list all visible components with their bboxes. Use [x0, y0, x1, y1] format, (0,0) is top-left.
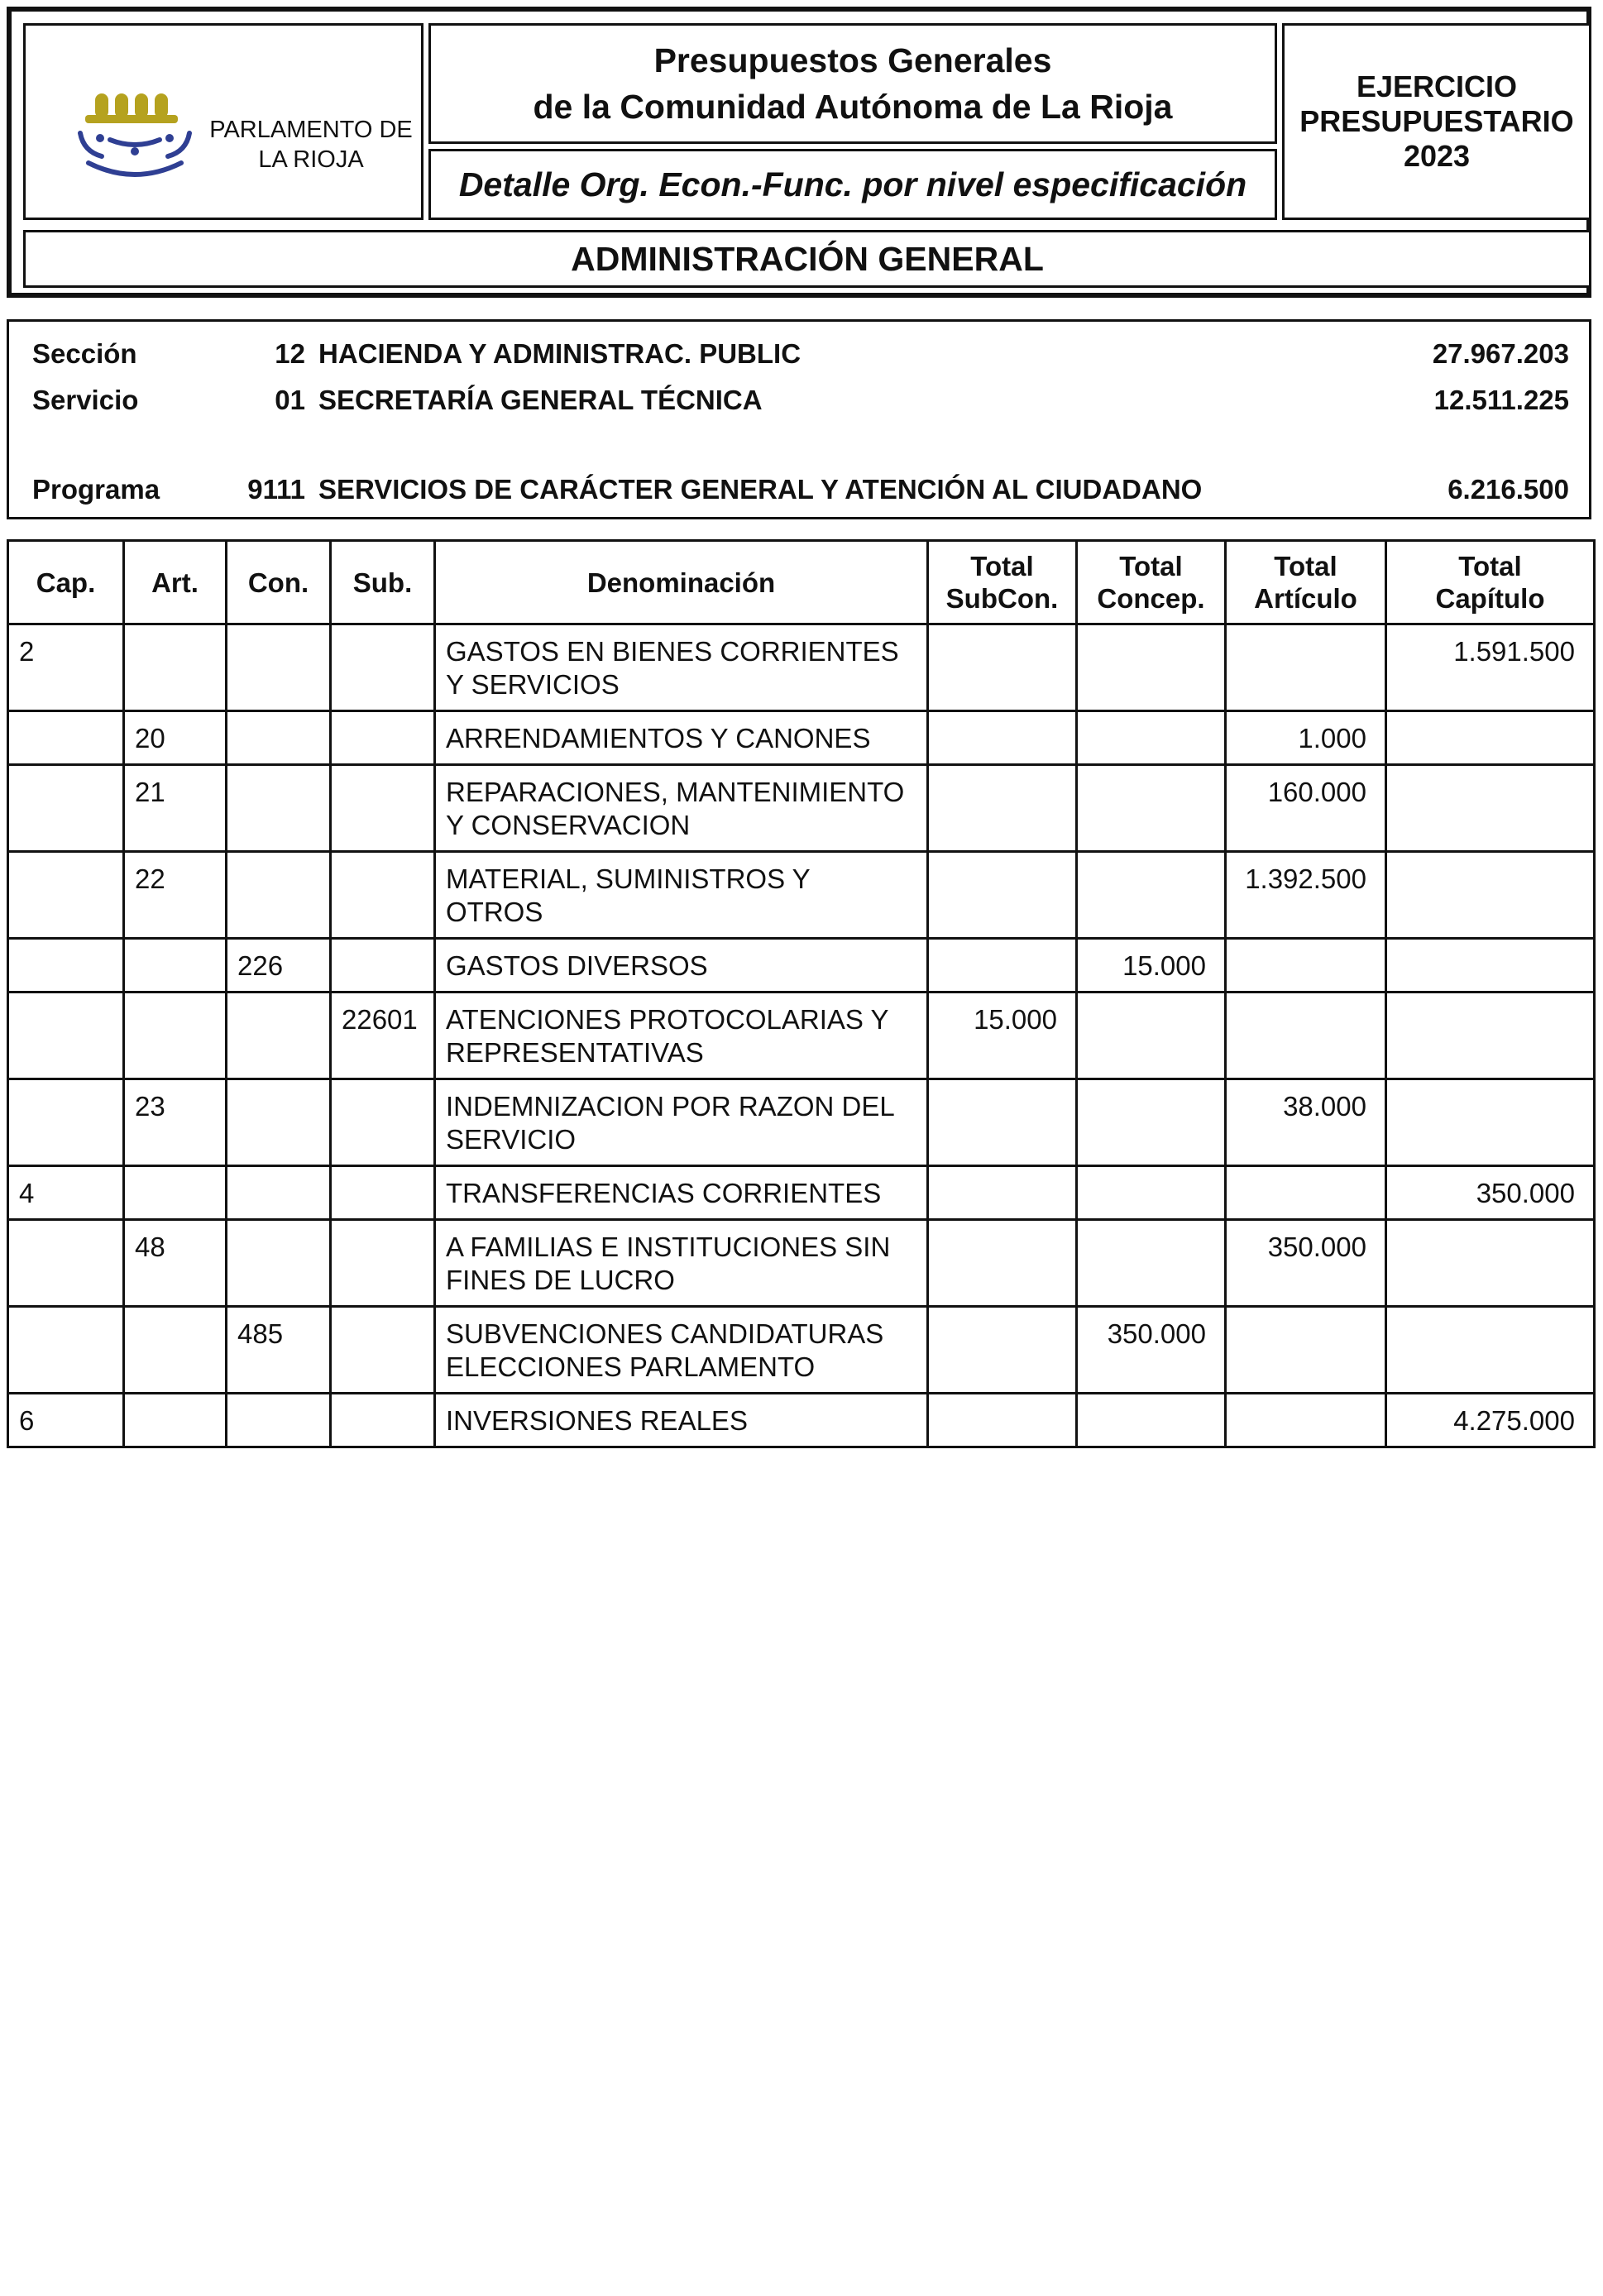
- cell-total-subcon: [928, 1394, 1077, 1447]
- cell-total-capitulo: [1386, 993, 1595, 1079]
- cell-denominacion: [435, 1079, 928, 1166]
- cell-total-concep: [1077, 1079, 1226, 1166]
- cell-cap: 2: [8, 624, 124, 711]
- denominacion-line1: INVERSIONES REALES: [446, 1405, 748, 1436]
- col-header-total-articulo: [1226, 541, 1386, 624]
- col-header-total-subcon: [928, 541, 1077, 624]
- cell-sub: [331, 1394, 435, 1447]
- cell-denominacion: [435, 939, 928, 993]
- cell-total-concep: [1077, 711, 1226, 765]
- parliament-logo-icon: [77, 90, 193, 183]
- cell-denominacion: [435, 711, 928, 765]
- cell-art: [124, 1307, 227, 1394]
- table-row: [8, 939, 1595, 993]
- seccion-code: 12: [275, 338, 305, 369]
- cell-sub: [331, 1079, 435, 1166]
- cell-total-concep: [1077, 993, 1226, 1079]
- cell-denominacion: [435, 852, 928, 939]
- cell-total-articulo: 350.000: [1226, 1220, 1386, 1307]
- document-header: [7, 7, 1591, 298]
- denominacion-line1: INDEMNIZACION POR RAZON DEL: [446, 1091, 895, 1122]
- denominacion-line2: OTROS: [446, 897, 543, 927]
- cell-con: [227, 1079, 331, 1166]
- seccion-label: Sección: [32, 338, 137, 369]
- ejercicio-line1: EJERCICIO: [1356, 69, 1518, 103]
- cell-con: [227, 993, 331, 1079]
- table-row: [8, 1079, 1595, 1166]
- cell-art: 22: [124, 852, 227, 939]
- cell-sub: [331, 1166, 435, 1220]
- cell-total-capitulo: 350.000: [1386, 1166, 1595, 1220]
- col-header-total-capitulo-line1: Total: [1458, 551, 1522, 581]
- cell-con: [227, 711, 331, 765]
- denominacion-line1: MATERIAL, SUMINISTROS Y: [446, 863, 811, 894]
- cell-con: [227, 1166, 331, 1220]
- cell-art: 20: [124, 711, 227, 765]
- programa-name: SERVICIOS DE CARÁCTER GENERAL Y ATENCIÓN AL CIUDADANO: [318, 474, 1203, 505]
- col-header-con: Con.: [227, 541, 331, 624]
- cell-total-concep: [1077, 852, 1226, 939]
- cell-total-capitulo: [1386, 1220, 1595, 1307]
- col-header-sub: Sub.: [331, 541, 435, 624]
- table-row: [8, 993, 1595, 1079]
- col-header-total-articulo-line1: Total: [1274, 551, 1337, 581]
- programa-label: Programa: [32, 474, 160, 505]
- col-header-total-concep: [1077, 541, 1226, 624]
- cell-total-articulo: [1226, 1394, 1386, 1447]
- programa-amount: 6.216.500: [1447, 474, 1569, 505]
- denominacion-line2: ELECCIONES PARLAMENTO: [446, 1351, 816, 1382]
- cell-total-capitulo: [1386, 1079, 1595, 1166]
- cell-sub: [331, 624, 435, 711]
- table-row: [8, 1166, 1595, 1220]
- col-header-cap: Cap.: [8, 541, 124, 624]
- cell-sub: 22601: [331, 993, 435, 1079]
- cell-cap: [8, 939, 124, 993]
- section-info: [7, 319, 1591, 519]
- cell-cap: [8, 852, 124, 939]
- cell-total-subcon: [928, 1166, 1077, 1220]
- budget-table: [7, 539, 1596, 1448]
- cell-art: [124, 993, 227, 1079]
- table-row: [8, 1220, 1595, 1307]
- servicio-code: 01: [275, 385, 305, 415]
- cell-sub: [331, 939, 435, 993]
- seccion-name: HACIENDA Y ADMINISTRAC. PUBLIC: [318, 338, 802, 369]
- document-title: [428, 23, 1277, 144]
- cell-denominacion: [435, 624, 928, 711]
- cell-denominacion: [435, 1220, 928, 1307]
- ejercicio-year: 2023: [1403, 139, 1471, 173]
- table-row: [8, 1394, 1595, 1447]
- cell-art: 48: [124, 1220, 227, 1307]
- denominacion-line2: Y SERVICIOS: [446, 669, 620, 700]
- table-row: [8, 711, 1595, 765]
- col-header-total-articulo-line2: Artículo: [1254, 583, 1357, 614]
- cell-sub: [331, 711, 435, 765]
- denominacion-line2: REPRESENTATIVAS: [446, 1037, 704, 1068]
- denominacion-line1: ATENCIONES PROTOCOLARIAS Y: [446, 1004, 889, 1035]
- servicio-label: Servicio: [32, 385, 139, 415]
- cell-cap: [8, 765, 124, 852]
- cell-total-concep: [1077, 1220, 1226, 1307]
- cell-sub: [331, 1220, 435, 1307]
- cell-total-subcon: [928, 939, 1077, 993]
- cell-total-articulo: [1226, 1166, 1386, 1220]
- cell-total-capitulo: [1386, 765, 1595, 852]
- col-header-total-subcon-line2: SubCon.: [945, 583, 1059, 614]
- denominacion-line1: A FAMILIAS E INSTITUCIONES SIN: [446, 1232, 891, 1262]
- col-header-total-concep-line2: Concep.: [1097, 583, 1205, 614]
- cell-art: [124, 939, 227, 993]
- cell-total-concep: 15.000: [1077, 939, 1226, 993]
- cell-sub: [331, 1307, 435, 1394]
- parliament-name-line1: PARLAMENTO DE: [209, 117, 413, 143]
- parliament-name: [199, 115, 423, 175]
- title-line2: de la Comunidad Autónoma de La Rioja: [533, 88, 1173, 126]
- table-row: [8, 765, 1595, 852]
- servicio-row: [9, 385, 1589, 418]
- cell-total-capitulo: [1386, 711, 1595, 765]
- col-header-total-capitulo: [1386, 541, 1595, 624]
- cell-denominacion: [435, 1166, 928, 1220]
- cell-total-articulo: [1226, 939, 1386, 993]
- cell-art: [124, 624, 227, 711]
- cell-art: 23: [124, 1079, 227, 1166]
- seccion-row: [9, 338, 1589, 371]
- denominacion-line1: GASTOS DIVERSOS: [446, 950, 708, 981]
- col-header-art: Art.: [124, 541, 227, 624]
- table-row: [8, 852, 1595, 939]
- cell-total-subcon: [928, 1220, 1077, 1307]
- cell-total-concep: [1077, 1394, 1226, 1447]
- cell-cap: 4: [8, 1166, 124, 1220]
- cell-total-articulo: 160.000: [1226, 765, 1386, 852]
- denominacion-line1: SUBVENCIONES CANDIDATURAS: [446, 1318, 884, 1349]
- denominacion-line1: GASTOS EN BIENES CORRIENTES: [446, 636, 899, 667]
- cell-denominacion: [435, 1394, 928, 1447]
- denominacion-line2: SERVICIO: [446, 1124, 577, 1155]
- cell-total-articulo: 1.392.500: [1226, 852, 1386, 939]
- table-row: [8, 624, 1595, 711]
- cell-con: [227, 765, 331, 852]
- title-line1: Presupuestos Generales: [653, 41, 1052, 79]
- cell-con: 485: [227, 1307, 331, 1394]
- cell-total-articulo: [1226, 1307, 1386, 1394]
- cell-cap: [8, 1220, 124, 1307]
- denominacion-line2: Y CONSERVACION: [446, 810, 691, 840]
- cell-total-articulo: [1226, 624, 1386, 711]
- logo-panel: [23, 23, 423, 220]
- administration-title: ADMINISTRACIÓN GENERAL: [23, 230, 1591, 288]
- cell-denominacion: [435, 993, 928, 1079]
- cell-total-capitulo: [1386, 852, 1595, 939]
- cell-cap: [8, 993, 124, 1079]
- cell-total-subcon: [928, 852, 1077, 939]
- parliament-name-line2: LA RIOJA: [258, 146, 364, 173]
- document-subtitle: Detalle Org. Econ.-Func. por nivel especificación: [428, 149, 1277, 220]
- cell-denominacion: [435, 1307, 928, 1394]
- col-header-denominacion: Denominación: [435, 541, 928, 624]
- cell-cap: [8, 711, 124, 765]
- cell-total-capitulo: [1386, 1307, 1595, 1394]
- cell-cap: [8, 1079, 124, 1166]
- cell-total-capitulo: [1386, 939, 1595, 993]
- cell-total-subcon: [928, 711, 1077, 765]
- cell-art: [124, 1394, 227, 1447]
- cell-sub: [331, 765, 435, 852]
- programa-code: 9111: [247, 474, 305, 505]
- cell-art: 21: [124, 765, 227, 852]
- cell-total-concep: 350.000: [1077, 1307, 1226, 1394]
- seccion-amount: 27.967.203: [1432, 338, 1569, 369]
- col-header-total-concep-line1: Total: [1119, 551, 1183, 581]
- table-row: [8, 1307, 1595, 1394]
- cell-cap: [8, 1307, 124, 1394]
- cell-total-subcon: 15.000: [928, 993, 1077, 1079]
- cell-con: [227, 852, 331, 939]
- cell-total-concep: [1077, 1166, 1226, 1220]
- denominacion-line1: REPARACIONES, MANTENIMIENTO: [446, 777, 905, 807]
- cell-con: [227, 1220, 331, 1307]
- cell-con: [227, 624, 331, 711]
- cell-total-concep: [1077, 624, 1226, 711]
- cell-total-capitulo: 1.591.500: [1386, 624, 1595, 711]
- table-header-row: [8, 541, 1595, 624]
- cell-total-subcon: [928, 1079, 1077, 1166]
- cell-total-concep: [1077, 765, 1226, 852]
- cell-total-subcon: [928, 1307, 1077, 1394]
- cell-total-articulo: [1226, 993, 1386, 1079]
- cell-total-articulo: 1.000: [1226, 711, 1386, 765]
- cell-sub: [331, 852, 435, 939]
- cell-cap: 6: [8, 1394, 124, 1447]
- ejercicio-line2: PRESUPUESTARIO: [1299, 104, 1574, 138]
- programa-row: [9, 474, 1589, 507]
- cell-total-subcon: [928, 765, 1077, 852]
- col-header-total-subcon-line1: Total: [970, 551, 1034, 581]
- denominacion-line1: TRANSFERENCIAS CORRIENTES: [446, 1178, 882, 1208]
- cell-con: [227, 1394, 331, 1447]
- cell-denominacion: [435, 765, 928, 852]
- servicio-amount: 12.511.225: [1433, 385, 1569, 415]
- denominacion-line2: FINES DE LUCRO: [446, 1265, 675, 1295]
- cell-con: 226: [227, 939, 331, 993]
- fiscal-year-panel: [1282, 23, 1591, 220]
- col-header-total-capitulo-line2: Capítulo: [1435, 583, 1545, 614]
- servicio-name: SECRETARÍA GENERAL TÉCNICA: [318, 385, 763, 415]
- cell-total-subcon: [928, 624, 1077, 711]
- cell-total-articulo: 38.000: [1226, 1079, 1386, 1166]
- cell-total-capitulo: 4.275.000: [1386, 1394, 1595, 1447]
- denominacion-line1: ARRENDAMIENTOS Y CANONES: [446, 723, 871, 753]
- cell-art: [124, 1166, 227, 1220]
